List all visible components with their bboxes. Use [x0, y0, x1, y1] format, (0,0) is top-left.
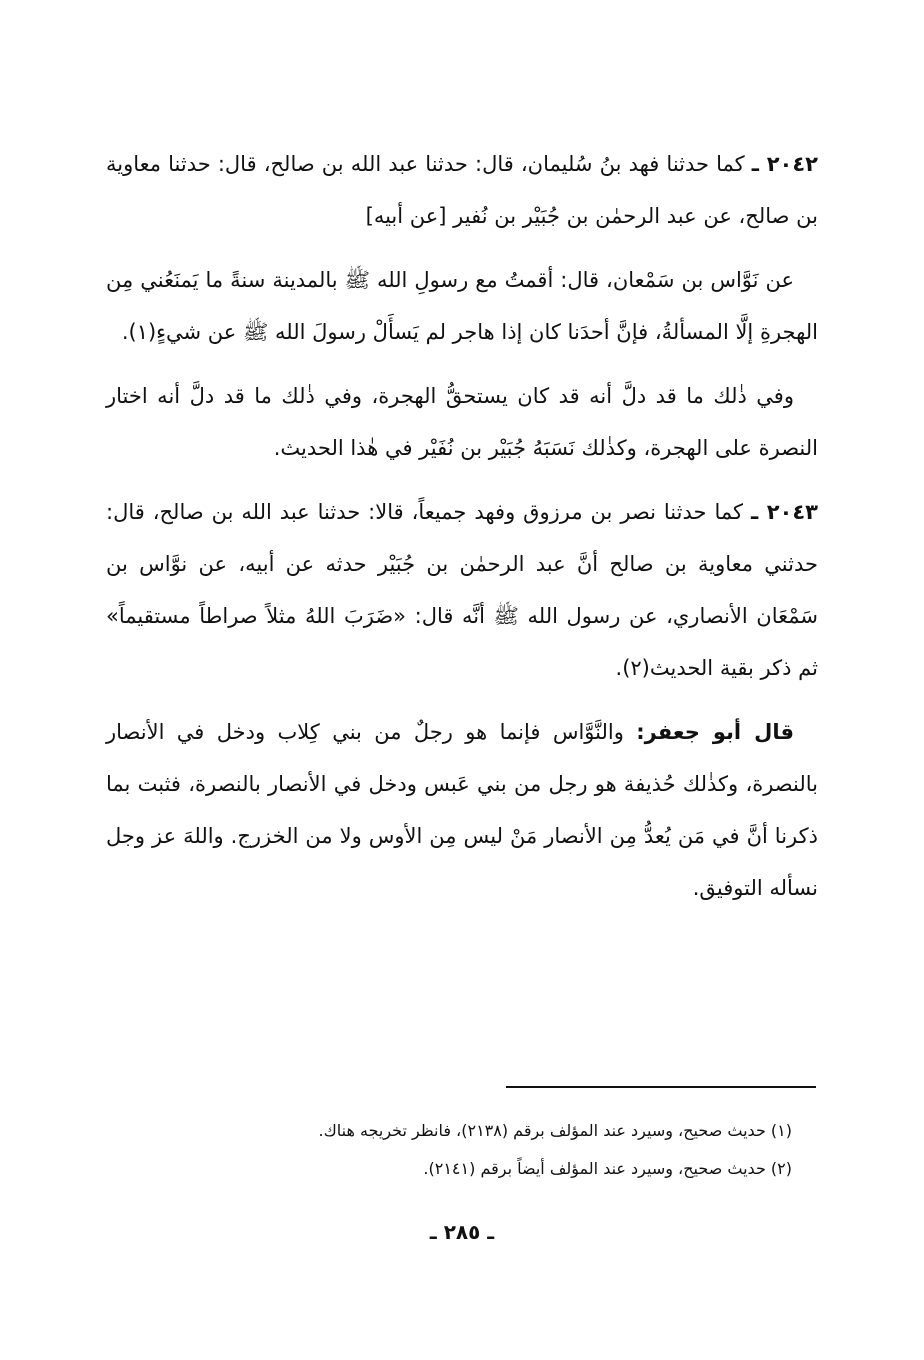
paragraph-narration — [106, 254, 818, 358]
paragraph-text: عن نَوَّاس بن سَمْعان، قال: أقمتُ مع رسولِ الله ﷺ بالمدينة سنةً ما يَمنَعُني مِن الهجرةِ إلَّا المسألةُ، فإنَّ أحدَنا كان إذا هاجر لم يَسأَلْ رسولَ الله ﷺ عن شيءٍ(١). — [106, 268, 818, 344]
hadith-number: ٢٠٤٢ ـ — [751, 152, 818, 176]
paragraph-hadith-2042 — [106, 138, 818, 242]
speaker-lead: قال أبو جعفر: — [636, 720, 795, 744]
paragraph-text: والنَّوَّاس فإنما هو رجلٌ من بني كِلاب ودخل في الأنصار بالنصرة، وكذٰلك حُذيفة هو رجل من بني عَبس ودخل في الأنصار بالنصرة، فثبت بما ذكرنا أنَّ في مَن يُعدُّ مِن الأنصار مَنْ ليس مِن الأوس ولا من الخزرج. واللهَ عز وجل نسأله التوفيق. — [106, 720, 818, 900]
paragraph-hadith-2043 — [106, 486, 818, 694]
paragraph-text: كما حدثنا نصر بن مرزوق وفهد جميعاً، قالا: حدثنا عبد الله بن صالح، قال: حدثني معاوية بن صالح أنَّ عبد الرحمٰن بن جُبَيْر حدثه عن أبيه، عن نوَّاس بن سَمْعَان الأنصاري، عن رسول الله ﷺ أنَّه قال: «ضَرَبَ اللهُ مثلاً صراطاً مستقيماً» ثم ذكر بقية الحديث(٢). — [106, 500, 818, 680]
paragraph-abu-jafar — [106, 706, 818, 914]
footnotes — [102, 1112, 792, 1188]
paragraph-text: وفي ذٰلك ما قد دلَّ أنه قد كان يستحقُّ الهجرة، وفي ذٰلك ما قد دلَّ أنه اختار النصرة على الهجرة، وكذٰلك نَسَبَهُ جُبَيْر بن نُفَيْر في هٰذا الحديث. — [106, 384, 818, 460]
hadith-number: ٢٠٤٣ ـ — [750, 500, 818, 524]
footnote-divider — [506, 1086, 816, 1088]
footnote-1: (١) حديث صحيح، وسيرد عند المؤلف برقم (٢١٣٨)، فانظر تخريجه هناك. — [318, 1121, 792, 1140]
paragraph-commentary — [106, 370, 818, 474]
paragraph-text: كما حدثنا فهد بنُ سُليمان، قال: حدثنا عبد الله بن صالح، قال: حدثنا معاوية بن صالح، عن عبد الرحمٰن بن جُبَيْر بن نُفير [عن أبيه] — [106, 152, 818, 228]
main-text-body — [106, 138, 818, 926]
footnote-2: (٢) حديث صحيح، وسيرد عند المؤلف أيضاً برقم (٢١٤١). — [423, 1159, 792, 1178]
page-number: ـ ٢٨٥ ـ — [429, 1220, 495, 1244]
